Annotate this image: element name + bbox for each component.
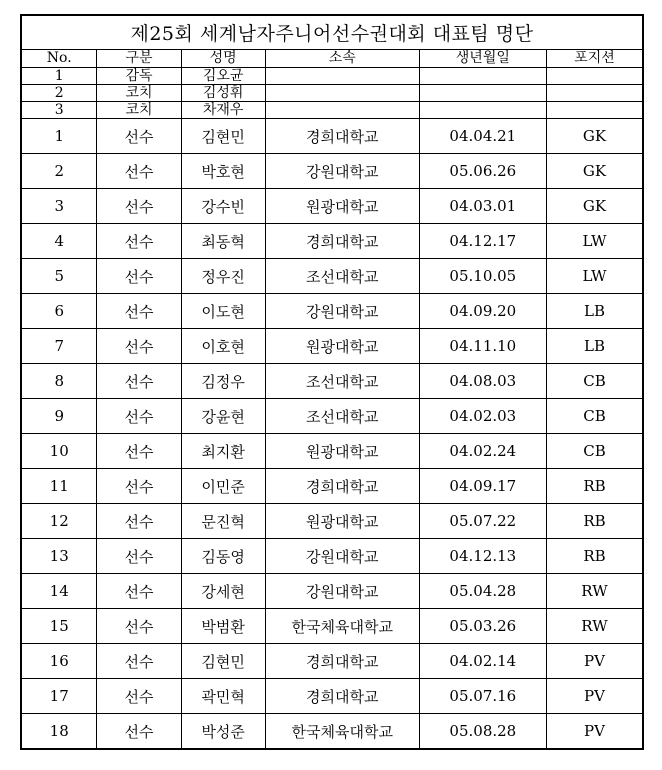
cell-affiliation: 경희대학교: [265, 119, 419, 154]
player-row: [21, 539, 643, 574]
cell-no: 9: [21, 399, 97, 434]
cell-no: 8: [21, 364, 97, 399]
cell-division: 선수: [97, 434, 181, 469]
cell-birthdate: [419, 68, 546, 85]
cell-affiliation: 경희대학교: [265, 224, 419, 259]
player-row: [21, 714, 643, 750]
cell-no: 10: [21, 434, 97, 469]
cell-position: CB: [546, 364, 643, 399]
cell-division: 선수: [97, 539, 181, 574]
header-name: 성명: [181, 50, 265, 68]
cell-affiliation: 한국체육대학교: [265, 609, 419, 644]
cell-division: 선수: [97, 224, 181, 259]
cell-birthdate: 04.09.17: [419, 469, 546, 504]
cell-position: GK: [546, 154, 643, 189]
player-row: [21, 364, 643, 399]
cell-no: 12: [21, 504, 97, 539]
cell-no: 2: [21, 85, 97, 102]
cell-division: 선수: [97, 154, 181, 189]
cell-division: 선수: [97, 504, 181, 539]
cell-position: RW: [546, 609, 643, 644]
cell-position: GK: [546, 189, 643, 224]
cell-name: 박범환: [181, 609, 265, 644]
cell-division: 선수: [97, 644, 181, 679]
cell-division: 감독: [97, 68, 181, 85]
cell-affiliation: 원광대학교: [265, 434, 419, 469]
player-row: [21, 224, 643, 259]
cell-no: 1: [21, 68, 97, 85]
cell-affiliation: [265, 102, 419, 119]
cell-division: 코치: [97, 102, 181, 119]
cell-affiliation: 경희대학교: [265, 469, 419, 504]
cell-division: 선수: [97, 364, 181, 399]
cell-division: 선수: [97, 294, 181, 329]
cell-birthdate: 04.08.03: [419, 364, 546, 399]
roster-title: 제25회 세계남자주니어선수권대회 대표팀 명단: [21, 15, 643, 50]
cell-no: 3: [21, 102, 97, 119]
cell-division: 선수: [97, 679, 181, 714]
cell-position: [546, 68, 643, 85]
cell-name: 강수빈: [181, 189, 265, 224]
cell-name: 김오균: [181, 68, 265, 85]
player-row: [21, 119, 643, 154]
cell-birthdate: 04.12.17: [419, 224, 546, 259]
cell-name: 이민준: [181, 469, 265, 504]
cell-position: CB: [546, 434, 643, 469]
cell-affiliation: 한국체육대학교: [265, 714, 419, 750]
cell-division: 선수: [97, 574, 181, 609]
cell-affiliation: 조선대학교: [265, 364, 419, 399]
cell-division: 선수: [97, 609, 181, 644]
cell-name: 강윤현: [181, 399, 265, 434]
cell-position: RB: [546, 539, 643, 574]
player-row: [21, 294, 643, 329]
cell-name: 김성휘: [181, 85, 265, 102]
cell-affiliation: 원광대학교: [265, 329, 419, 364]
staff-row: [21, 102, 643, 119]
cell-no: 1: [21, 119, 97, 154]
cell-no: 7: [21, 329, 97, 364]
staff-row: [21, 85, 643, 102]
cell-birthdate: 05.10.05: [419, 259, 546, 294]
cell-division: 선수: [97, 119, 181, 154]
cell-position: GK: [546, 119, 643, 154]
cell-birthdate: 05.06.26: [419, 154, 546, 189]
cell-no: 15: [21, 609, 97, 644]
header-no: No.: [21, 50, 97, 68]
cell-name: 이호현: [181, 329, 265, 364]
cell-position: PV: [546, 679, 643, 714]
cell-name: 정우진: [181, 259, 265, 294]
player-row: [21, 679, 643, 714]
cell-division: 선수: [97, 469, 181, 504]
cell-name: 강세현: [181, 574, 265, 609]
cell-name: 박성준: [181, 714, 265, 750]
cell-affiliation: 원광대학교: [265, 189, 419, 224]
cell-birthdate: 04.02.24: [419, 434, 546, 469]
cell-affiliation: 경희대학교: [265, 644, 419, 679]
cell-no: 4: [21, 224, 97, 259]
cell-division: 선수: [97, 329, 181, 364]
cell-name: 곽민혁: [181, 679, 265, 714]
cell-no: 13: [21, 539, 97, 574]
cell-birthdate: [419, 102, 546, 119]
cell-position: RB: [546, 504, 643, 539]
cell-affiliation: 경희대학교: [265, 679, 419, 714]
cell-position: PV: [546, 644, 643, 679]
cell-no: 3: [21, 189, 97, 224]
cell-name: 김현민: [181, 644, 265, 679]
header-position: 포지션: [546, 50, 643, 68]
cell-division: 선수: [97, 399, 181, 434]
cell-name: 문진혁: [181, 504, 265, 539]
header-birthdate: 생년월일: [419, 50, 546, 68]
cell-position: RB: [546, 469, 643, 504]
cell-affiliation: 강원대학교: [265, 294, 419, 329]
cell-affiliation: 조선대학교: [265, 259, 419, 294]
cell-birthdate: 04.04.21: [419, 119, 546, 154]
player-row: [21, 644, 643, 679]
player-row: [21, 504, 643, 539]
cell-position: LB: [546, 294, 643, 329]
cell-birthdate: 05.07.22: [419, 504, 546, 539]
player-row: [21, 574, 643, 609]
cell-name: 최동혁: [181, 224, 265, 259]
cell-birthdate: 04.03.01: [419, 189, 546, 224]
cell-birthdate: [419, 85, 546, 102]
cell-position: CB: [546, 399, 643, 434]
cell-birthdate: 04.11.10: [419, 329, 546, 364]
player-row: [21, 189, 643, 224]
cell-position: RW: [546, 574, 643, 609]
cell-division: 선수: [97, 189, 181, 224]
player-row: [21, 329, 643, 364]
cell-affiliation: 강원대학교: [265, 574, 419, 609]
cell-division: 코치: [97, 85, 181, 102]
player-row: [21, 399, 643, 434]
player-row: [21, 259, 643, 294]
roster-table: [20, 14, 644, 750]
staff-row: [21, 68, 643, 85]
cell-birthdate: 04.12.13: [419, 539, 546, 574]
cell-birthdate: 04.09.20: [419, 294, 546, 329]
cell-division: 선수: [97, 714, 181, 750]
player-row: [21, 154, 643, 189]
cell-no: 6: [21, 294, 97, 329]
cell-division: 선수: [97, 259, 181, 294]
cell-no: 2: [21, 154, 97, 189]
cell-birthdate: 05.08.28: [419, 714, 546, 750]
cell-name: 김정우: [181, 364, 265, 399]
cell-name: 박호현: [181, 154, 265, 189]
cell-position: LW: [546, 259, 643, 294]
cell-name: 김동영: [181, 539, 265, 574]
cell-birthdate: 05.03.26: [419, 609, 546, 644]
player-row: [21, 434, 643, 469]
header-row: [21, 50, 643, 68]
cell-birthdate: 05.07.16: [419, 679, 546, 714]
header-affiliation: 소속: [265, 50, 419, 68]
cell-birthdate: 05.04.28: [419, 574, 546, 609]
cell-position: PV: [546, 714, 643, 750]
header-division: 구분: [97, 50, 181, 68]
cell-name: 이도현: [181, 294, 265, 329]
cell-name: 김현민: [181, 119, 265, 154]
cell-affiliation: 강원대학교: [265, 154, 419, 189]
cell-position: [546, 85, 643, 102]
player-row: [21, 609, 643, 644]
cell-position: [546, 102, 643, 119]
cell-name: 최지환: [181, 434, 265, 469]
cell-no: 14: [21, 574, 97, 609]
cell-affiliation: [265, 85, 419, 102]
cell-no: 16: [21, 644, 97, 679]
cell-no: 18: [21, 714, 97, 750]
cell-affiliation: 강원대학교: [265, 539, 419, 574]
player-row: [21, 469, 643, 504]
cell-position: LW: [546, 224, 643, 259]
cell-position: LB: [546, 329, 643, 364]
cell-name: 차재우: [181, 102, 265, 119]
cell-no: 5: [21, 259, 97, 294]
cell-affiliation: 원광대학교: [265, 504, 419, 539]
cell-affiliation: 조선대학교: [265, 399, 419, 434]
cell-affiliation: [265, 68, 419, 85]
cell-birthdate: 04.02.14: [419, 644, 546, 679]
cell-no: 17: [21, 679, 97, 714]
cell-no: 11: [21, 469, 97, 504]
cell-birthdate: 04.02.03: [419, 399, 546, 434]
